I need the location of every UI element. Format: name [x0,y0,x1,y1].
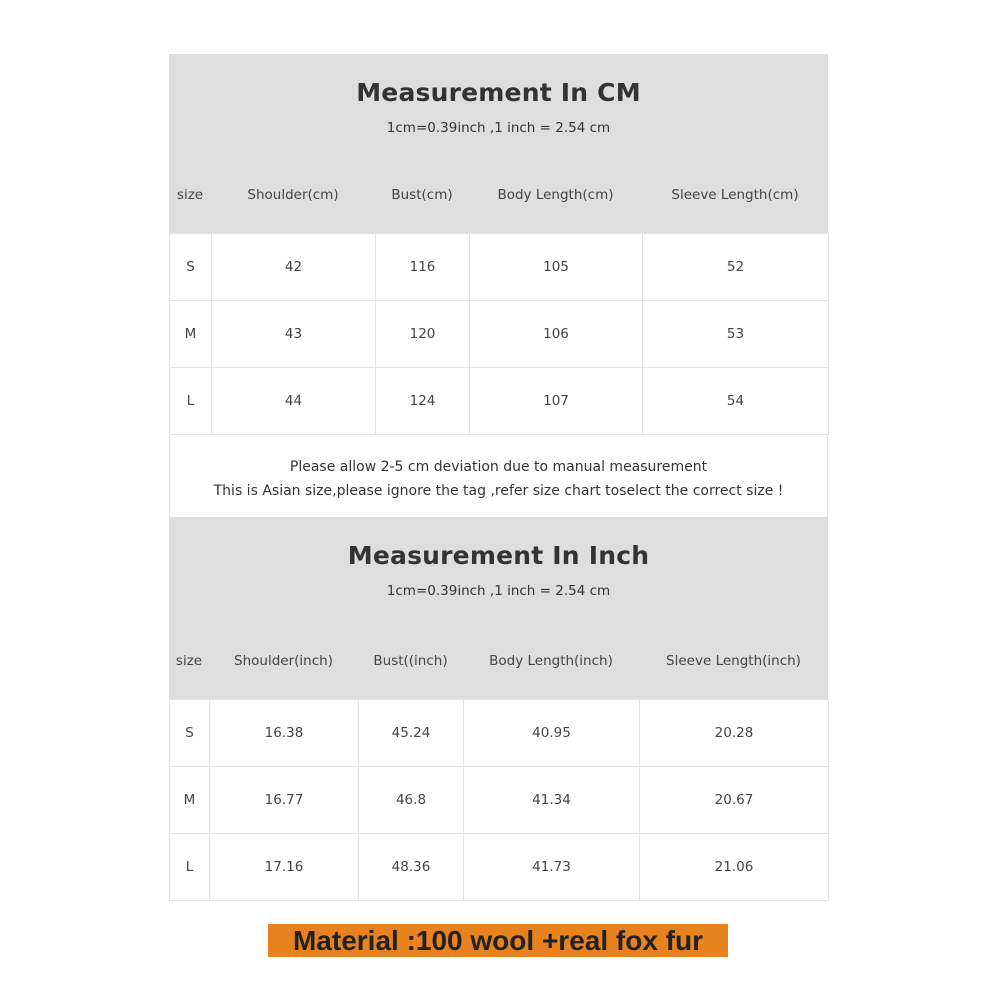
inch-header-row [169,641,828,681]
cm-header-body-length: Body Length(cm) [497,187,614,203]
inch-header-body-length: Body Length(inch) [489,653,613,669]
table-row [170,700,829,767]
cm-header-bust: Bust(cm) [391,187,453,203]
bust-cell: 46.8 [359,767,464,834]
body-length-cell: 41.34 [464,767,640,834]
cm-header-row [169,175,828,215]
size-cell: M [170,301,212,368]
sleeve-length-cell: 21.06 [640,834,829,901]
size-cell: M [170,767,210,834]
sleeve-length-cell: 54 [643,368,829,435]
cm-measurement-section [169,54,828,517]
table-row [170,767,829,834]
size-cell: S [170,234,212,301]
inch-header-bust: Bust((inch) [373,653,448,669]
size-cell: L [170,368,212,435]
sleeve-length-cell: 20.28 [640,700,829,767]
size-chart [169,54,828,901]
shoulder-cell: 16.38 [210,700,359,767]
shoulder-cell: 42 [212,234,376,301]
inch-header-shoulder: Shoulder(inch) [234,653,333,669]
inch-section-header [169,517,828,699]
deviation-note-line: Please allow 2-5 cm deviation due to manual measurement [289,459,708,475]
bust-cell: 124 [376,368,470,435]
inch-section-title: Measurement In Inch [347,541,650,570]
cm-section-title: Measurement In CM [356,78,641,107]
cm-table [169,233,829,435]
cm-section-header [169,54,828,233]
bust-cell: 45.24 [359,700,464,767]
table-row [170,301,829,368]
inch-header-sleeve-length: Sleeve Length(inch) [666,653,801,669]
bust-cell: 116 [376,234,470,301]
body-length-cell: 40.95 [464,700,640,767]
inch-table [169,699,829,901]
table-row [170,368,829,435]
inch-measurement-section [169,517,828,901]
size-cell: L [170,834,210,901]
deviation-note [169,435,828,517]
cm-header-sleeve-length: Sleeve Length(cm) [671,187,799,203]
body-length-cell: 107 [470,368,643,435]
cm-header-size: size [176,187,204,203]
body-length-cell: 106 [470,301,643,368]
bust-cell: 48.36 [359,834,464,901]
bust-cell: 120 [376,301,470,368]
shoulder-cell: 44 [212,368,376,435]
body-length-cell: 105 [470,234,643,301]
sleeve-length-cell: 20.67 [640,767,829,834]
shoulder-cell: 43 [212,301,376,368]
table-row [170,234,829,301]
cm-header-shoulder: Shoulder(cm) [247,187,339,203]
size-cell: S [170,700,210,767]
shoulder-cell: 16.77 [210,767,359,834]
inch-header-size: size [175,653,203,669]
sleeve-length-cell: 52 [643,234,829,301]
sleeve-length-cell: 53 [643,301,829,368]
table-row [170,834,829,901]
inch-conversion-note: 1cm=0.39inch ,1 inch = 2.54 cm [386,583,611,599]
body-length-cell: 41.73 [464,834,640,901]
cm-conversion-note: 1cm=0.39inch ,1 inch = 2.54 cm [386,120,611,136]
material-label: Material :100 wool +real fox fur [268,924,728,957]
asian-size-note-line: This is Asian size,please ignore the tag ,refer size chart toselect the correct size ! [213,483,784,499]
shoulder-cell: 17.16 [210,834,359,901]
